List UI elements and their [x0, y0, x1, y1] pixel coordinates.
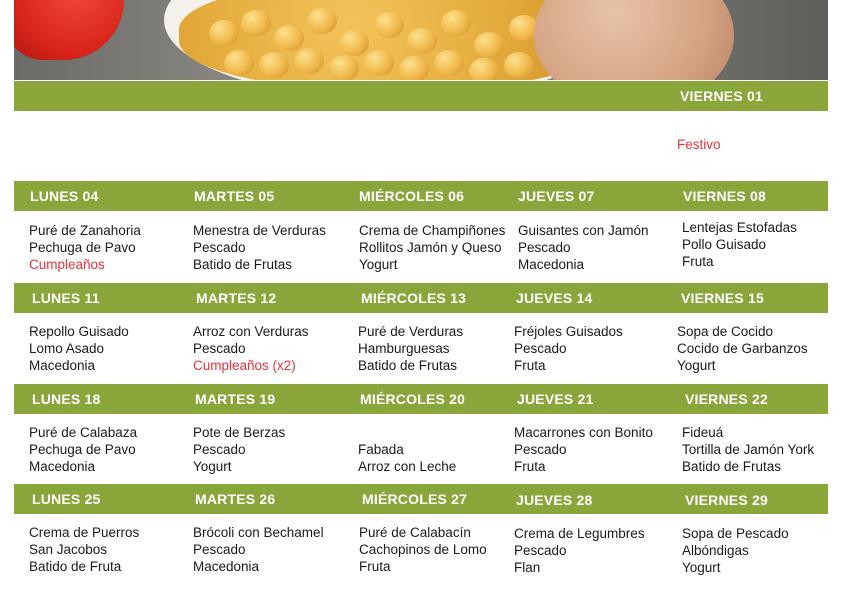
menu-item: Cachopinos de Lomo: [359, 542, 487, 557]
menu-item: Macarrones con Bonito: [514, 425, 653, 440]
menu-cell: [193, 222, 326, 273]
menu-cell: [514, 323, 623, 374]
menu-cell: [29, 222, 141, 273]
menu-item: Puré de Zanahoria: [29, 223, 141, 238]
day-label-viernes-01: VIERNES 01: [680, 88, 763, 104]
day-label: JUEVES 28: [516, 492, 593, 508]
menu-item: Pescado: [514, 341, 567, 356]
menu-item: Pescado: [193, 341, 246, 356]
menu-item: Pechuga de Pavo: [29, 442, 136, 457]
menu-cell: [358, 323, 463, 374]
birthday-note: Cumpleaños (x2): [193, 358, 296, 373]
menu-item: Pollo Guisado: [682, 237, 767, 252]
menu-item: Fruta: [359, 559, 391, 574]
menu-cell: [193, 524, 324, 575]
menu-item: Macedonia: [518, 257, 585, 272]
day-label: VIERNES 22: [685, 391, 768, 407]
day-label: LUNES 04: [30, 188, 99, 204]
day-label: JUEVES 21: [517, 391, 594, 407]
menu-item: Albóndigas: [682, 543, 749, 558]
menu-item: Macedonia: [193, 559, 260, 574]
menu-item: Lentejas Estofadas: [682, 220, 797, 235]
menu-item: Macedonia: [29, 358, 96, 373]
day-label: VIERNES 08: [683, 188, 766, 204]
day-label: MARTES 26: [195, 491, 276, 507]
day-label: MIÉRCOLES 06: [359, 188, 465, 204]
menu-item: Yogurt: [677, 358, 716, 373]
menu-item: Batido de Frutas: [682, 459, 782, 474]
menu-item: Fabada: [358, 442, 404, 457]
day-label: MIÉRCOLES 20: [360, 391, 466, 407]
menu-item: Lomo Asado: [29, 341, 105, 356]
menu-cell: [682, 424, 814, 475]
menu-cell: [359, 524, 487, 575]
menu-cell: [514, 424, 653, 475]
menu-item: Cocido de Garbanzos: [677, 341, 808, 356]
menu-item: Fruta: [682, 254, 714, 269]
birthday-note: Cumpleaños: [29, 257, 105, 272]
menu-item: Puré de Calabaza: [29, 425, 138, 440]
menu-item: Crema de Legumbres: [514, 526, 645, 541]
menu-item: Fideuá: [682, 425, 724, 440]
menu-cell: [514, 525, 645, 576]
menu-cell: [518, 222, 649, 273]
menu-cell: [677, 323, 808, 374]
menu-cell: [29, 524, 139, 575]
menu-item: Guisantes con Jamón: [518, 223, 649, 238]
menu-item: Arroz con Verduras: [193, 324, 309, 339]
menu-cell: [359, 222, 505, 273]
red-pepper-illustration: [14, 0, 124, 60]
wooden-spoon-illustration: [534, 0, 734, 80]
menu-item: Batido de Fruta: [29, 559, 122, 574]
day-label: LUNES 25: [32, 491, 101, 507]
menu-item: Arroz con Leche: [358, 459, 457, 474]
menu-item: Sopa de Cocido: [677, 324, 774, 339]
day-label: MARTES 12: [196, 290, 277, 306]
menu-cell: [682, 525, 789, 576]
day-label: VIERNES 15: [681, 290, 764, 306]
day-label: MIÉRCOLES 13: [361, 290, 467, 306]
menu-item: Pescado: [518, 240, 571, 255]
menu-cell: [29, 424, 137, 475]
menu-cell: [193, 424, 285, 475]
menu-item: [358, 424, 456, 441]
menu-item: Crema de Champiñones: [359, 223, 506, 238]
day-label: LUNES 18: [32, 391, 101, 407]
menu-item: Crema de Puerros: [29, 525, 140, 540]
menu-item: Puré de Verduras: [358, 324, 464, 339]
menu-item: Fruta: [514, 459, 546, 474]
menu-item: Macedonia: [29, 459, 96, 474]
menu-item: Yogurt: [193, 459, 232, 474]
day-label: JUEVES 07: [518, 188, 595, 204]
menu-cell: [29, 323, 129, 374]
menu-item: Pescado: [193, 542, 246, 557]
menu-item: Pote de Berzas: [193, 425, 286, 440]
menu-item: Fréjoles Guisados: [514, 324, 623, 339]
day-label: MARTES 05: [194, 188, 275, 204]
menu-item: Pescado: [514, 543, 567, 558]
menu-item: Rollitos Jamón y Queso: [359, 240, 502, 255]
menu-item: Tortilla de Jamón York: [682, 442, 815, 457]
menu-item: Batido de Frutas: [193, 257, 293, 272]
menu-item: Pechuga de Pavo: [29, 240, 136, 255]
menu-item: Yogurt: [359, 257, 398, 272]
menu-cell: [193, 323, 309, 374]
day-label: JUEVES 14: [516, 290, 593, 306]
menu-item: Pescado: [193, 240, 246, 255]
header-food-photo: [14, 0, 828, 80]
day-label: MARTES 19: [195, 391, 276, 407]
menu-item: Pescado: [193, 442, 246, 457]
menu-item: Flan: [514, 560, 541, 575]
menu-item: Pescado: [514, 442, 567, 457]
menu-item: Repollo Guisado: [29, 324, 129, 339]
menu-item: Brócoli con Bechamel: [193, 525, 324, 540]
menu-cell: [682, 219, 797, 270]
menu-item: Fruta: [514, 358, 546, 373]
day-label: VIERNES 29: [685, 492, 768, 508]
menu-item: Sopa de Pescado: [682, 526, 789, 541]
menu-item: San Jacobos: [29, 542, 108, 557]
day-label: MIÉRCOLES 27: [362, 491, 468, 507]
menu-cell: [358, 424, 456, 475]
menu-item: Hamburguesas: [358, 341, 450, 356]
day-label: LUNES 11: [32, 290, 100, 306]
menu-item: Yogurt: [682, 560, 721, 575]
menu-item: Menestra de Verduras: [193, 223, 326, 238]
festivo-note: Festivo: [677, 137, 721, 152]
menu-item: Puré de Calabacín: [359, 525, 471, 540]
menu-item: Batido de Frutas: [358, 358, 458, 373]
